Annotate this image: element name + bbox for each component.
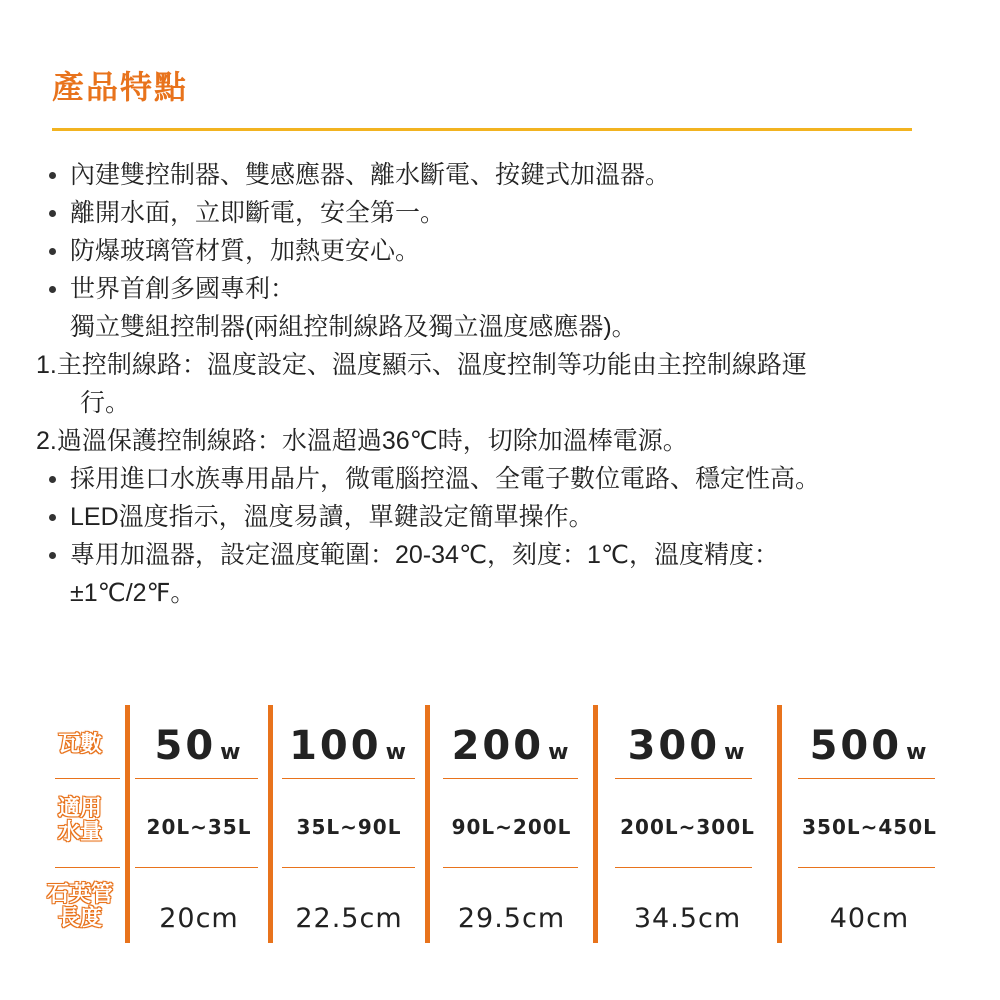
feature-item-continuation: ±1℃/2℉。 xyxy=(70,579,196,607)
volume-cell: 350L~450L xyxy=(802,815,937,839)
feature-item: 內建雙控制器、雙感應器、離水斷電、按鍵式加溫器。 xyxy=(36,156,966,194)
wattage-cell: 200 w xyxy=(451,723,572,769)
wattage-cell: 500 w xyxy=(809,723,930,769)
feature-item: 專用加溫器，設定溫度範圍：20-34℃，刻度：1℃，溫度精度： xyxy=(36,536,966,574)
feature-item: LED溫度指示，溫度易讀，單鍵設定簡單操作。 xyxy=(36,498,966,536)
volume-cell: 200L~300L xyxy=(620,815,755,839)
row-rule xyxy=(615,867,752,868)
feature-item: 離開水面，立即斷電，安全第一。 xyxy=(36,194,966,232)
length-cell: 40cm xyxy=(829,903,910,934)
watt-unit: w xyxy=(385,740,409,765)
row-rule xyxy=(443,867,578,868)
spec-table xyxy=(40,705,960,945)
watt-unit: w xyxy=(548,740,572,765)
row-rule xyxy=(798,867,935,868)
row-rule xyxy=(282,867,415,868)
row-rule xyxy=(798,778,935,779)
feature-numbered-item: 2.過溫保護控制線路：水溫超過36℃時，切除加溫棒電源。 xyxy=(36,427,688,455)
feature-list xyxy=(36,156,966,612)
volume-cell: 20L~35L xyxy=(146,815,252,839)
watt-unit: w xyxy=(220,740,244,765)
title-divider xyxy=(52,128,912,131)
row-rule xyxy=(615,778,752,779)
length-cell: 20cm xyxy=(159,903,239,934)
feature-item: 防爆玻璃管材質，加熱更安心。 xyxy=(36,232,966,270)
watt-unit: w xyxy=(724,740,748,765)
length-label-line2: 長度 xyxy=(57,906,102,931)
row-rule xyxy=(443,778,578,779)
page-title: 產品特點 xyxy=(52,68,189,106)
length-cell: 22.5cm xyxy=(295,903,403,934)
row-rule xyxy=(55,778,120,779)
length-cell: 29.5cm xyxy=(457,903,566,934)
row-rule xyxy=(135,778,258,779)
volume-label xyxy=(40,797,120,845)
feature-numbered-continuation: 行。 xyxy=(80,389,131,417)
wattage-cell: 50 w xyxy=(154,723,244,769)
row-rule xyxy=(55,867,120,868)
feature-item: 採用進口水族專用晶片，微電腦控溫、全電子數位電路、穩定性高。 xyxy=(36,460,966,498)
length-label xyxy=(40,883,120,931)
feature-numbered-item: 1.主控制線路：溫度設定、溫度顯示、溫度控制等功能由主控制線路運 xyxy=(36,351,807,379)
wattage-cell: 300 w xyxy=(627,723,748,769)
watt-unit: w xyxy=(906,740,930,765)
length-label-line1: 石英管 xyxy=(46,882,113,907)
volume-label-line2: 水量 xyxy=(57,820,102,845)
feature-item: 世界首創多國專利： xyxy=(36,270,966,308)
row-rule xyxy=(282,778,415,779)
length-cell: 34.5cm xyxy=(633,903,742,934)
volume-cell: 35L~90L xyxy=(296,815,402,839)
volume-cell: 90L~200L xyxy=(451,815,572,839)
wattage-label: 瓦數 xyxy=(57,732,102,757)
volume-label-line1: 適用 xyxy=(57,796,102,821)
feature-item-continuation: 獨立雙組控制器(兩組控制線路及獨立溫度感應器)。 xyxy=(70,313,637,341)
row-rule xyxy=(135,867,258,868)
wattage-cell: 100 w xyxy=(289,723,409,769)
